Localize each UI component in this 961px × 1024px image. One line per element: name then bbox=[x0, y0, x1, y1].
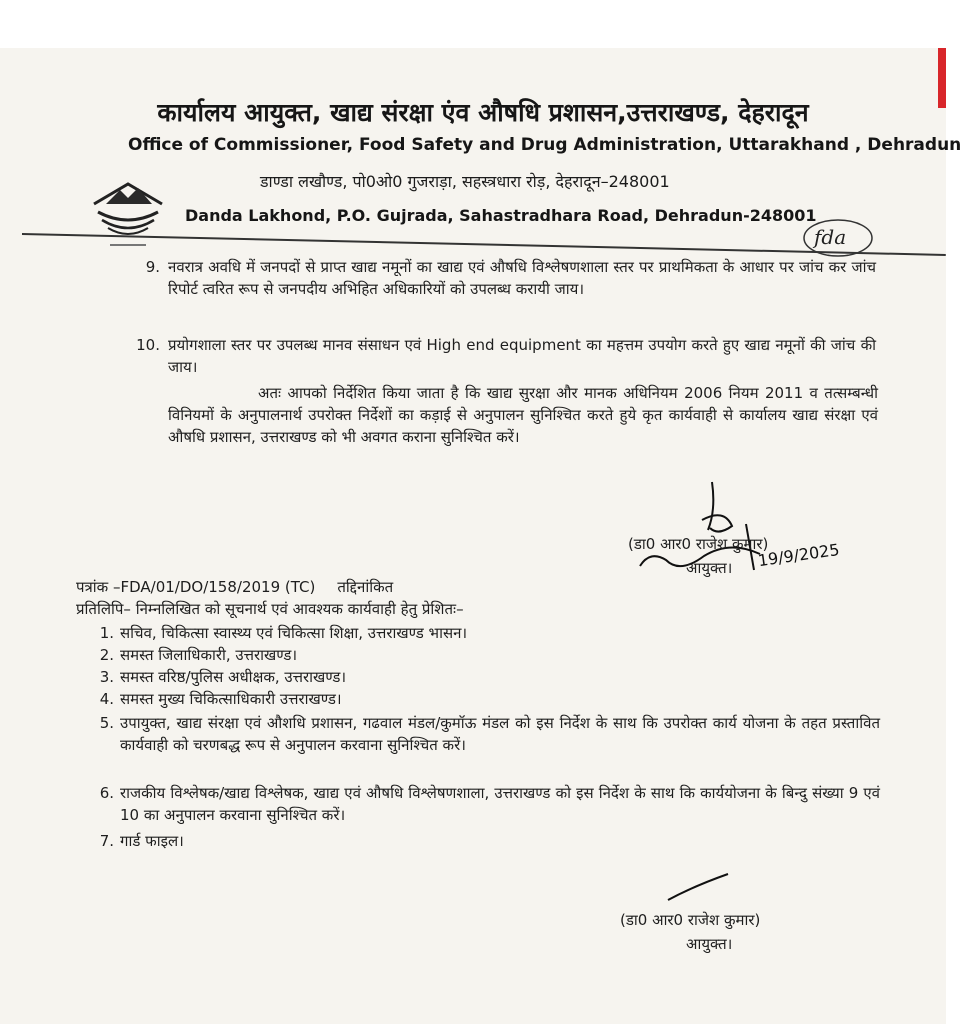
recipient-number: 4. bbox=[99, 690, 114, 708]
background-strip bbox=[0, 0, 946, 48]
recipient-number: 3. bbox=[99, 668, 114, 686]
signatory-name-top: (डा0 आर0 राजेश कुमार) bbox=[628, 535, 769, 553]
header-title-english: Office of Commissioner, Food Safety and Drug Administration, Uttarakhand , Dehradun bbox=[128, 135, 961, 155]
recipient-number: 5. bbox=[99, 714, 114, 732]
recipient-text: समस्त वरिष्ठ/पुलिस अधीक्षक, उत्तराखण्ड। bbox=[120, 668, 347, 686]
letter-dated: तद्दिनांकित bbox=[337, 578, 394, 596]
point-number: 9. bbox=[145, 258, 160, 276]
signatory-designation-bottom: आयुक्त। bbox=[686, 935, 733, 953]
copy-intro: प्रतिलिपि– निम्नलिखित को सूचनार्थ एवं आवश्यक कार्यवाही हेतु प्रेशितः– bbox=[76, 600, 464, 618]
directive-paragraph: अतः आपको निर्देशित किया जाता है कि खाद्य सुरक्षा और मानक अधिनियम 2006 नियम 2011 व तत्सम्बन्धी विनियमों के अनुपालनार्थ उपरोक्त निर्देशों का कड़ाई से अनुपालन सुनिश्चित करते हुये कृत कार्यवाही से कार्यालय खाद्य संरक्षा एवं औषधि प्रशासन, उत्तराखण्ड को भी अवगत कराना सुनिश्चित करें। bbox=[168, 384, 878, 446]
recipient-number: 1. bbox=[99, 624, 114, 642]
recipient-number: 7. bbox=[99, 832, 114, 850]
fda-logo-text: fda bbox=[814, 225, 847, 249]
point-text: नवरात्र अवधि में जनपदों से प्राप्त खाद्य नमूनों का खाद्य एवं औषधि विश्लेषणशाला स्तर पर प्राथमिकता के आधार पर जांच कर जांच रिपोर्ट त्वरित रूप से जनपदीय अभिहित अधिकारियों को उपलब्ध करायी जाय। bbox=[168, 258, 876, 298]
recipient-text: राजकीय विश्लेषक/खाद्य विश्लेषक, खाद्य एवं औषधि विश्लेषणशाला, उत्तराखण्ड को इस निर्देश के साथ कि कार्ययोजना के बिन्दु संख्या 9 एवं 10 का अनुपालन करवाना सुनिश्चित करें। bbox=[120, 784, 880, 824]
header-address-hindi: डाण्डा लखौण्ड, पो0ओ0 गुजराड़ा, सहस्त्रधारा रोड़, देहरादून–248001 bbox=[260, 172, 670, 191]
point-text: प्रयोगशाला स्तर पर उपलब्ध मानव संसाधन एवं High end equipment का महत्तम उपयोग करते हुए खाद्य नमूनों की जांच की जाय। bbox=[168, 336, 876, 376]
recipient-text: समस्त जिलाधिकारी, उत्तराखण्ड। bbox=[120, 646, 298, 664]
signatory-name-bottom: (डा0 आर0 राजेश कुमार) bbox=[620, 911, 761, 929]
recipient-number: 6. bbox=[99, 784, 114, 802]
recipient-text: गार्ड फाइल। bbox=[120, 832, 184, 850]
initial-signature bbox=[664, 870, 734, 904]
handwritten-date: 19/9/2025 bbox=[756, 539, 841, 571]
recipient-text: सचिव, चिकित्सा स्वास्थ्य एवं चिकित्सा शिक्षा, उत्तराखण्ड भासन। bbox=[120, 624, 468, 642]
header-title-hindi: कार्यालय आयुक्त, खाद्य संरक्षा एंव औषधि प्रशासन,उत्तराखण्ड, देहरादून bbox=[157, 98, 809, 127]
point-number: 10. bbox=[136, 336, 160, 354]
header-address-english: Danda Lakhond, P.O. Gujrada, Sahastradhara Road, Dehradun-248001 bbox=[185, 206, 817, 225]
recipient-text: समस्त मुख्य चिकित्साधिकारी उत्तराखण्ड। bbox=[120, 690, 342, 708]
signatory-designation-top: आयुक्त। bbox=[686, 559, 733, 577]
letter-number: पत्रांक –FDA/01/DO/158/2019 (TC) bbox=[76, 578, 316, 596]
recipient-number: 2. bbox=[99, 646, 114, 664]
recipient-text: उपायुक्त, खाद्य संरक्षा एवं औशधि प्रशासन, गढवाल मंडल/कुमॉऊ मंडल को इस निर्देश के साथ कि उपरोक्त कार्य योजना के तहत प्रस्तावित कार्यवाही को चरणबद्ध रूप से अनुपालन करवाना सुनिश्चित करें। bbox=[120, 714, 880, 754]
reference-line bbox=[76, 576, 415, 598]
